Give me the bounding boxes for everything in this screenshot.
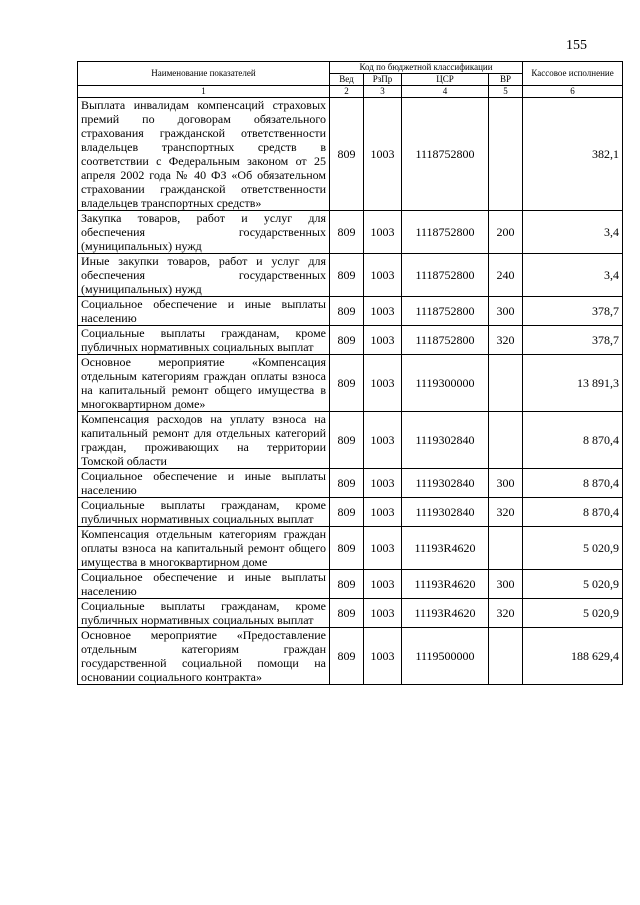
row-name: Социальное обеспечение и иные выплаты населению bbox=[78, 297, 330, 326]
table-row bbox=[78, 412, 623, 469]
row-csr: 11193R4620 bbox=[402, 527, 489, 570]
row-name: Выплата инвалидам компенсаций страховых премий по договорам обязательного страхования гражданской ответственности владельцев транспортных средств в соответствии с Федеральным законом от 25 апреля 2002 года № 40 ФЗ «Об обязательном страховании гражданской ответственности владельцев транспортных средств» bbox=[78, 98, 330, 211]
row-amount: 8 870,4 bbox=[523, 469, 623, 498]
row-rzpr: 1003 bbox=[364, 355, 402, 412]
header-cash-execution: Кассовое исполнение bbox=[523, 62, 623, 86]
row-amount: 378,7 bbox=[523, 297, 623, 326]
row-amount: 382,1 bbox=[523, 98, 623, 211]
row-ved: 809 bbox=[330, 412, 364, 469]
row-csr: 11193R4620 bbox=[402, 570, 489, 599]
row-name: Компенсация расходов на уплату взноса на капитальный ремонт для отдельных категорий граждан, проживающих на территории Томской области bbox=[78, 412, 330, 469]
table-body bbox=[78, 98, 623, 685]
table-row bbox=[78, 527, 623, 570]
table-row bbox=[78, 254, 623, 297]
row-ved: 809 bbox=[330, 599, 364, 628]
row-csr: 1118752800 bbox=[402, 326, 489, 355]
row-csr: 1119302840 bbox=[402, 412, 489, 469]
budget-table bbox=[77, 61, 623, 685]
header-ved: Вед bbox=[330, 74, 364, 86]
table-row bbox=[78, 498, 623, 527]
row-name: Социальные выплаты гражданам, кроме публичных нормативных социальных выплат bbox=[78, 326, 330, 355]
column-number: 4 bbox=[402, 86, 489, 98]
row-ved: 809 bbox=[330, 297, 364, 326]
row-ved: 809 bbox=[330, 527, 364, 570]
row-amount: 3,4 bbox=[523, 211, 623, 254]
table-row bbox=[78, 469, 623, 498]
row-rzpr: 1003 bbox=[364, 570, 402, 599]
row-name: Основное мероприятие «Предоставление отдельным категориям граждан государственной социальной помощи на основании социального контракта» bbox=[78, 628, 330, 685]
row-csr: 1118752800 bbox=[402, 211, 489, 254]
row-rzpr: 1003 bbox=[364, 326, 402, 355]
row-name: Социальное обеспечение и иные выплаты населению bbox=[78, 469, 330, 498]
row-amount: 5 020,9 bbox=[523, 527, 623, 570]
row-csr: 1119302840 bbox=[402, 469, 489, 498]
row-rzpr: 1003 bbox=[364, 98, 402, 211]
header-row bbox=[78, 62, 623, 74]
row-vr: 320 bbox=[489, 326, 523, 355]
row-vr: 320 bbox=[489, 498, 523, 527]
row-rzpr: 1003 bbox=[364, 412, 402, 469]
row-name: Закупка товаров, работ и услуг для обеспечения государственных (муниципальных) нужд bbox=[78, 211, 330, 254]
row-vr bbox=[489, 355, 523, 412]
row-amount: 378,7 bbox=[523, 326, 623, 355]
row-vr: 300 bbox=[489, 570, 523, 599]
header-rzpr: РзПр bbox=[364, 74, 402, 86]
row-csr: 1118752800 bbox=[402, 254, 489, 297]
column-number: 2 bbox=[330, 86, 364, 98]
row-name: Социальные выплаты гражданам, кроме публичных нормативных социальных выплат bbox=[78, 599, 330, 628]
row-amount: 8 870,4 bbox=[523, 412, 623, 469]
row-ved: 809 bbox=[330, 628, 364, 685]
row-csr: 1119302840 bbox=[402, 498, 489, 527]
table-row bbox=[78, 628, 623, 685]
row-ved: 809 bbox=[330, 469, 364, 498]
table-row bbox=[78, 326, 623, 355]
table-row bbox=[78, 355, 623, 412]
page-number: 155 bbox=[566, 38, 587, 53]
header-csr: ЦСР bbox=[402, 74, 489, 86]
column-number: 3 bbox=[364, 86, 402, 98]
row-amount: 13 891,3 bbox=[523, 355, 623, 412]
row-amount: 5 020,9 bbox=[523, 599, 623, 628]
row-rzpr: 1003 bbox=[364, 599, 402, 628]
row-vr: 240 bbox=[489, 254, 523, 297]
row-rzpr: 1003 bbox=[364, 469, 402, 498]
row-rzpr: 1003 bbox=[364, 527, 402, 570]
header-numbers-row bbox=[78, 86, 623, 98]
table-row bbox=[78, 98, 623, 211]
row-name: Социальные выплаты гражданам, кроме публичных нормативных социальных выплат bbox=[78, 498, 330, 527]
row-rzpr: 1003 bbox=[364, 628, 402, 685]
row-ved: 809 bbox=[330, 254, 364, 297]
row-csr: 11193R4620 bbox=[402, 599, 489, 628]
column-number: 1 bbox=[78, 86, 330, 98]
row-csr: 1119500000 bbox=[402, 628, 489, 685]
row-vr: 300 bbox=[489, 297, 523, 326]
row-amount: 3,4 bbox=[523, 254, 623, 297]
row-ved: 809 bbox=[330, 326, 364, 355]
table-row bbox=[78, 211, 623, 254]
row-rzpr: 1003 bbox=[364, 297, 402, 326]
header-code-group: Код по бюджетной классификации bbox=[330, 62, 523, 74]
row-ved: 809 bbox=[330, 355, 364, 412]
row-amount: 8 870,4 bbox=[523, 498, 623, 527]
row-rzpr: 1003 bbox=[364, 498, 402, 527]
header-name: Наименование показателей bbox=[78, 62, 330, 86]
row-amount: 5 020,9 bbox=[523, 570, 623, 599]
row-csr: 1119300000 bbox=[402, 355, 489, 412]
row-csr: 1118752800 bbox=[402, 297, 489, 326]
row-rzpr: 1003 bbox=[364, 254, 402, 297]
row-ved: 809 bbox=[330, 98, 364, 211]
row-vr: 200 bbox=[489, 211, 523, 254]
row-ved: 809 bbox=[330, 570, 364, 599]
row-vr: 300 bbox=[489, 469, 523, 498]
row-vr bbox=[489, 412, 523, 469]
column-number: 5 bbox=[489, 86, 523, 98]
table-row bbox=[78, 570, 623, 599]
row-vr bbox=[489, 628, 523, 685]
row-ved: 809 bbox=[330, 211, 364, 254]
column-number: 6 bbox=[523, 86, 623, 98]
row-ved: 809 bbox=[330, 498, 364, 527]
table-row bbox=[78, 297, 623, 326]
row-rzpr: 1003 bbox=[364, 211, 402, 254]
row-name: Иные закупки товаров, работ и услуг для обеспечения государственных (муниципальных) нужд bbox=[78, 254, 330, 297]
row-vr bbox=[489, 527, 523, 570]
row-vr bbox=[489, 98, 523, 211]
row-amount: 188 629,4 bbox=[523, 628, 623, 685]
table-row bbox=[78, 599, 623, 628]
row-name: Социальное обеспечение и иные выплаты населению bbox=[78, 570, 330, 599]
row-name: Основное мероприятие «Компенсация отдельным категориям граждан оплаты взноса на капитальный ремонт общего имущества в многоквартирном доме» bbox=[78, 355, 330, 412]
row-vr: 320 bbox=[489, 599, 523, 628]
row-name: Компенсация отдельным категориям граждан оплаты взноса на капитальный ремонт общего имущества в многоквартирном доме bbox=[78, 527, 330, 570]
row-csr: 1118752800 bbox=[402, 98, 489, 211]
header-vr: ВР bbox=[489, 74, 523, 86]
